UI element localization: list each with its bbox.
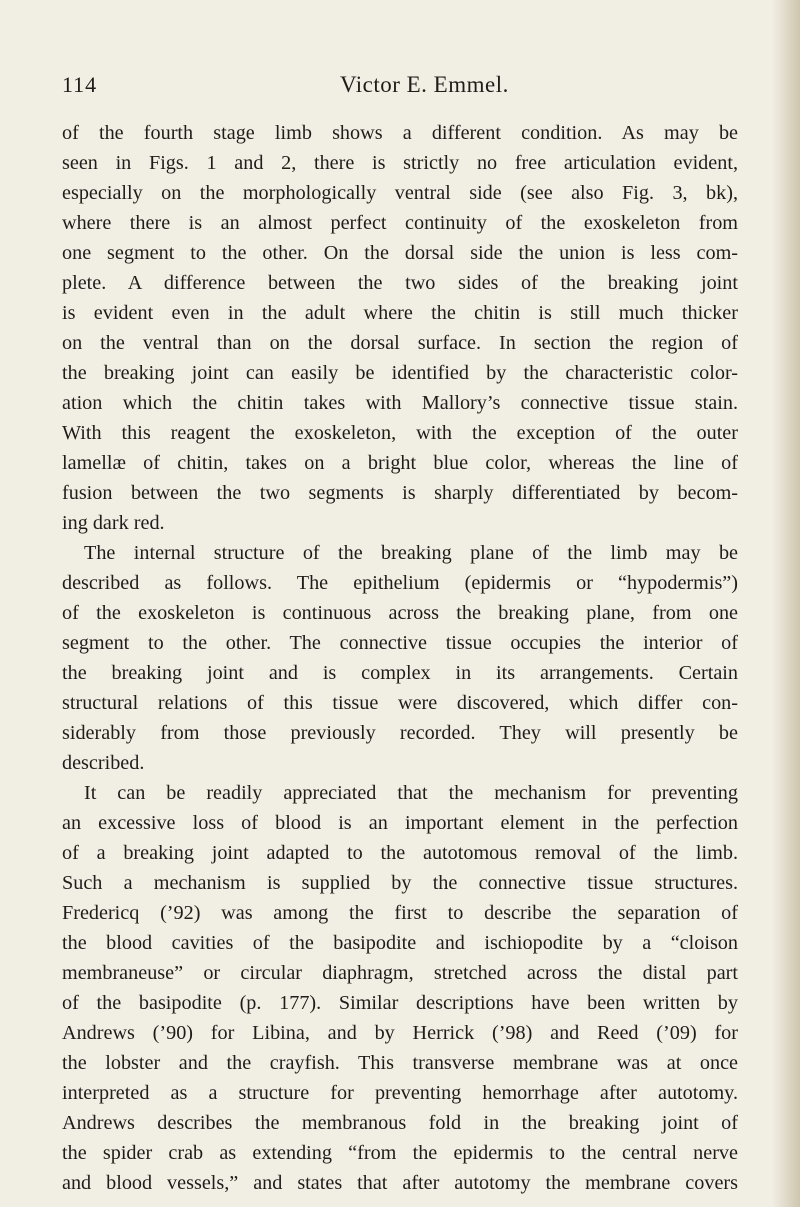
text-line: Fredericq (’92) was among the first to describe the separation of [62, 902, 738, 924]
text-line: described as follows. The epithelium (epidermis or “hypodermis”) [62, 572, 738, 594]
text-line: siderably from those previously recorded. They will presently be [62, 722, 738, 744]
text-line: the lobster and the crayfish. This transverse membrane was at once [62, 1052, 738, 1074]
paragraph-first-line: The internal structure of the breaking plane of the limb may be [84, 542, 738, 564]
text-line: seen in Figs. 1 and 2, there is strictly no free articulation evident, [62, 152, 738, 174]
text-line: plete. A difference between the two sides of the breaking joint [62, 272, 738, 294]
text-line: one segment to the other. On the dorsal side the union is less com- [62, 242, 738, 264]
text-line: interpreted as a structure for preventing hemorrhage after autotomy. [62, 1082, 738, 1104]
page-header [62, 72, 738, 102]
text-line: the breaking joint can easily be identified by the characteristic color- [62, 362, 738, 384]
page-edge-shadow [772, 0, 800, 1207]
text-line: is evident even in the adult where the chitin is still much thicker [62, 302, 738, 324]
text-line: especially on the morphologically ventral side (see also Fig. 3, bk), [62, 182, 738, 204]
paragraph-first-line: It can be readily appreciated that the mechanism for preventing [84, 782, 738, 804]
text-line: of the fourth stage limb shows a different condition. As may be [62, 122, 738, 144]
text-line: the blood cavities of the basipodite and ischiopodite by a “cloison [62, 932, 738, 954]
text-line: structural relations of this tissue were discovered, which differ con- [62, 692, 738, 714]
text-line: an excessive loss of blood is an important element in the perfection [62, 812, 738, 834]
text-line: Andrews describes the membranous fold in the breaking joint of [62, 1112, 738, 1134]
text-line: membraneuse” or circular diaphragm, stretched across the distal part [62, 962, 738, 984]
text-line: ing dark red. [62, 512, 165, 534]
text-line: where there is an almost perfect continuity of the exoskeleton from [62, 212, 738, 234]
text-line: lamellæ of chitin, takes on a bright blue color, whereas the line of [62, 452, 738, 474]
text-line: ation which the chitin takes with Mallory’s connective tissue stain. [62, 392, 738, 414]
text-line: on the ventral than on the dorsal surface. In section the region of [62, 332, 738, 354]
text-line: segment to the other. The connective tissue occupies the interior of [62, 632, 738, 654]
text-line: the spider crab as extending “from the epidermis to the central nerve [62, 1142, 738, 1164]
text-line: With this reagent the exoskeleton, with the exception of the outer [62, 422, 738, 444]
text-line: Andrews (’90) for Libina, and by Herrick (’98) and Reed (’09) for [62, 1022, 738, 1044]
text-line: fusion between the two segments is sharply differentiated by becom- [62, 482, 738, 504]
text-line: the breaking joint and is complex in its arrangements. Certain [62, 662, 738, 684]
page-number: 114 [62, 72, 98, 97]
text-line: of the exoskeleton is continuous across the breaking plane, from one [62, 602, 738, 624]
text-line: of the basipodite (p. 177). Similar descriptions have been written by [62, 992, 738, 1014]
text-line: of a breaking joint adapted to the autotomous removal of the limb. [62, 842, 738, 864]
text-line: Such a mechanism is supplied by the connective tissue structures. [62, 872, 738, 894]
text-line: described. [62, 752, 145, 774]
running-head: Victor E. Emmel. [340, 72, 509, 97]
text-line: and blood vessels,” and states that after autotomy the membrane covers [62, 1172, 738, 1194]
